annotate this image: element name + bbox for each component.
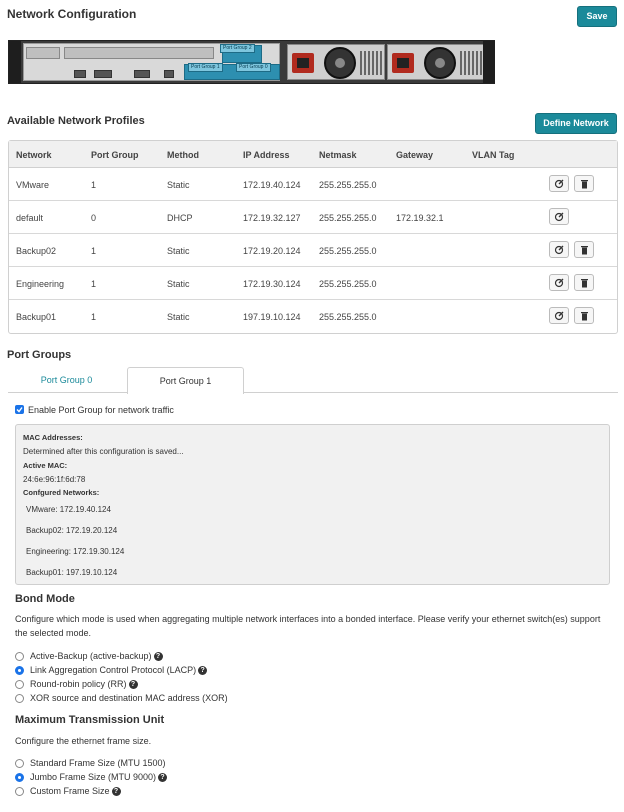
- radio-mtu-jumbo[interactable]: [15, 773, 24, 782]
- usb-port: [164, 70, 174, 78]
- tab-gap: [128, 392, 243, 393]
- enable-port-group-checkbox[interactable]: [15, 405, 24, 414]
- col-port-group[interactable]: Port Group: [91, 150, 139, 160]
- cell-gateway: 172.19.32.1: [396, 213, 444, 223]
- cell-method: Static: [167, 312, 190, 322]
- mac-heading: MAC Addresses:: [23, 433, 83, 442]
- power-plug-icon: [292, 53, 314, 73]
- option-mtu-standard[interactable]: [30, 758, 166, 768]
- profiles-table: [8, 140, 618, 334]
- help-icon[interactable]: ?: [198, 666, 207, 675]
- rack-ear: [9, 41, 21, 83]
- power-supply-1: [287, 44, 385, 80]
- option-round-robin[interactable]: [30, 679, 138, 689]
- save-button[interactable]: Save: [577, 6, 617, 27]
- cell-method: Static: [167, 279, 190, 289]
- help-icon[interactable]: ?: [158, 773, 167, 782]
- cell-port-group: 1: [91, 279, 97, 289]
- cell-netmask: 255.255.255.0: [319, 279, 377, 289]
- option-label: Jumbo Frame Size (MTU 9000): [30, 772, 157, 782]
- option-label: Active-Backup (active-backup): [30, 651, 152, 661]
- table-row: [9, 234, 617, 267]
- cell-ip: 172.19.20.124: [243, 246, 301, 256]
- define-network-button[interactable]: Define Network: [535, 113, 617, 134]
- cell-netmask: 255.255.255.0: [319, 246, 377, 256]
- cell-ip: 172.19.30.124: [243, 279, 301, 289]
- delete-button[interactable]: [574, 274, 594, 291]
- option-xor[interactable]: [30, 693, 228, 703]
- configured-network: Backup01: 197.19.10.124: [26, 568, 118, 577]
- fan-icon: [324, 47, 356, 79]
- power-supply-2: [387, 44, 485, 80]
- cell-port-group: 1: [91, 180, 97, 190]
- bond-mode-title: Bond Mode: [15, 593, 75, 605]
- tab-port-group-1[interactable]: Port Group 1: [127, 367, 244, 394]
- cell-network: VMware: [16, 180, 50, 190]
- pcie-slot: [64, 47, 214, 59]
- port-group-info-box: [15, 424, 610, 585]
- option-lacp[interactable]: [30, 665, 207, 675]
- trash-icon: [579, 311, 590, 321]
- trash-icon: [579, 245, 590, 255]
- edit-icon: [554, 179, 565, 189]
- mtu-description: Configure the ethernet frame size.: [15, 736, 152, 746]
- cell-port-group: 1: [91, 246, 97, 256]
- configured-heading: Confgured Networks:: [23, 488, 100, 497]
- delete-button[interactable]: [574, 307, 594, 324]
- col-ip-address[interactable]: IP Address: [243, 150, 290, 160]
- vent-grille: [460, 51, 482, 75]
- server-rear-image: [8, 40, 495, 84]
- table-row: [9, 267, 617, 300]
- configured-network: Engineering: 172.19.30.124: [26, 547, 125, 556]
- table-row: [9, 201, 617, 234]
- edit-button[interactable]: [549, 175, 569, 192]
- mtu-title: Maximum Transmission Unit: [15, 714, 165, 726]
- option-mtu-jumbo[interactable]: [30, 772, 167, 782]
- configured-network: Backup02: 172.19.20.124: [26, 526, 118, 535]
- col-network[interactable]: Network: [16, 150, 52, 160]
- io-panel: [23, 43, 280, 81]
- cell-ip: 172.19.40.124: [243, 180, 301, 190]
- port-group-0-label: Port Group 0: [236, 63, 271, 72]
- bond-mode-description: Configure which mode is used when aggregating multiple network interfaces into a bonded interface. Please verify your ethernet switch(es) support the selected mode.: [15, 614, 601, 638]
- serial-port: [94, 70, 112, 78]
- help-icon[interactable]: ?: [154, 652, 163, 661]
- checkmark-icon: [16, 406, 23, 413]
- enable-port-group-label[interactable]: Enable Port Group for network traffic: [28, 405, 174, 415]
- col-vlan-tag[interactable]: VLAN Tag: [472, 150, 515, 160]
- edit-icon: [554, 311, 565, 321]
- active-mac-heading: Active MAC:: [23, 461, 68, 470]
- edit-button[interactable]: [549, 274, 569, 291]
- table-row: [9, 168, 617, 201]
- option-label: Standard Frame Size (MTU 1500): [30, 758, 166, 768]
- edit-icon: [554, 212, 565, 222]
- option-mtu-custom[interactable]: [30, 786, 121, 796]
- col-method[interactable]: Method: [167, 150, 199, 160]
- cell-netmask: 255.255.255.0: [319, 180, 377, 190]
- delete-button[interactable]: [574, 175, 594, 192]
- option-label: Link Aggregation Control Protocol (LACP): [30, 665, 197, 675]
- cell-network: Backup01: [16, 312, 57, 322]
- fan-icon: [424, 47, 456, 79]
- edit-icon: [554, 245, 565, 255]
- edit-button[interactable]: [549, 307, 569, 324]
- cell-method: DHCP: [167, 213, 193, 223]
- cell-network: default: [16, 213, 44, 223]
- radio-round-robin[interactable]: [15, 680, 24, 689]
- table-header: [9, 141, 617, 168]
- cell-method: Static: [167, 246, 190, 256]
- table-row: [9, 300, 617, 333]
- option-label: Round-robin policy (RR): [30, 679, 127, 689]
- option-active-backup[interactable]: [30, 651, 163, 661]
- cell-method: Static: [167, 180, 190, 190]
- cell-netmask: 255.255.255.0: [319, 312, 377, 322]
- rack-ear: [483, 41, 495, 83]
- cell-netmask: 255.255.255.0: [319, 213, 377, 223]
- help-icon[interactable]: ?: [129, 680, 138, 689]
- mac-value: Determined after this configuration is saved...: [23, 447, 184, 456]
- cell-port-group: 1: [91, 312, 97, 322]
- delete-button[interactable]: [574, 241, 594, 258]
- configured-network: VMware: 172.19.40.124: [26, 505, 111, 514]
- cell-ip: 172.19.32.127: [243, 213, 301, 223]
- option-label: XOR source and destination MAC address (XOR): [30, 693, 228, 703]
- radio-mtu-standard[interactable]: [15, 759, 24, 768]
- col-netmask[interactable]: Netmask: [319, 150, 357, 160]
- cell-ip: 197.19.10.124: [243, 312, 301, 322]
- port-group-1-label: Port Group 1: [188, 63, 223, 72]
- cell-network: Backup02: [16, 246, 57, 256]
- ethernet-port: [74, 70, 86, 78]
- trash-icon: [579, 179, 590, 189]
- power-plug-icon: [392, 53, 414, 73]
- cell-port-group: 0: [91, 213, 97, 223]
- profiles-title: Available Network Profiles: [7, 115, 145, 127]
- port-group-2-label: Port Group 2: [220, 44, 255, 53]
- col-gateway[interactable]: Gateway: [396, 150, 434, 160]
- active-mac-value: 24:6e:96:1f:6d:78: [23, 475, 86, 484]
- radio-lacp[interactable]: [15, 666, 24, 675]
- port-groups-title: Port Groups: [7, 349, 72, 361]
- vent-grille: [360, 51, 382, 75]
- radio-mtu-custom[interactable]: [15, 787, 24, 796]
- vga-port: [134, 70, 150, 78]
- edit-button[interactable]: [549, 208, 569, 225]
- tab-port-group-0[interactable]: Port Group 0: [40, 375, 93, 385]
- radio-active-backup[interactable]: [15, 652, 24, 661]
- edit-button[interactable]: [549, 241, 569, 258]
- pcie-slot: [26, 47, 60, 59]
- page-title: Network Configuration: [7, 7, 137, 21]
- help-icon[interactable]: ?: [112, 787, 121, 796]
- edit-icon: [554, 278, 565, 288]
- cell-network: Engineering: [16, 279, 65, 289]
- trash-icon: [579, 278, 590, 288]
- radio-xor[interactable]: [15, 694, 24, 703]
- option-label: Custom Frame Size: [30, 786, 110, 796]
